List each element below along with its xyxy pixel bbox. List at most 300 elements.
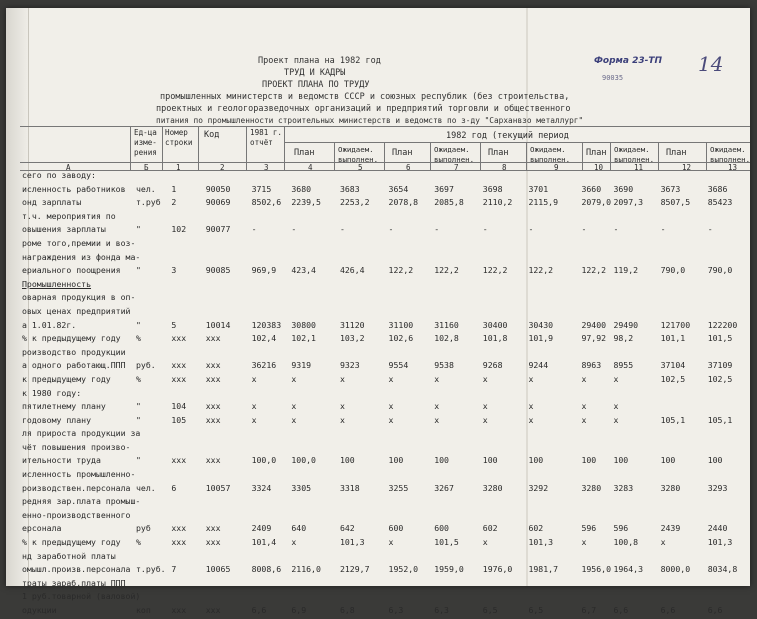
row-value — [481, 170, 527, 184]
col-divider — [198, 126, 199, 170]
row-value — [659, 252, 706, 266]
row-code: xxx — [205, 401, 221, 412]
row-value — [579, 496, 611, 510]
row-value: 8507,5 — [660, 197, 691, 208]
row-value — [706, 496, 750, 510]
row-value: 3683 — [339, 183, 360, 194]
row-value: 2097,3 — [613, 197, 644, 208]
row-code: 90050 — [205, 183, 231, 194]
row-value — [611, 252, 658, 266]
col-header-expected: Ожидаем. выполнен. — [614, 145, 655, 164]
row-value: 100 — [339, 455, 355, 466]
row-unit: руб — [136, 523, 151, 534]
column-number: 13 — [728, 163, 738, 172]
col-header-plan: План — [294, 148, 315, 158]
row-value: 30400 — [482, 319, 508, 330]
row-value: 6,6 — [613, 605, 629, 615]
row-unit — [134, 510, 169, 524]
row-value: 3280 — [482, 482, 503, 493]
col-header-plan: План — [666, 148, 687, 158]
row-value: x — [339, 373, 345, 384]
table-row — [20, 605, 750, 619]
row-value: 101,3 — [707, 537, 733, 548]
row-value: 122,2 — [581, 265, 607, 276]
row-number: xxx — [171, 333, 187, 344]
row-value — [289, 496, 338, 510]
table-row — [20, 523, 750, 537]
row-value — [706, 401, 750, 415]
row-value — [387, 469, 433, 483]
row-value: - — [388, 224, 394, 235]
row-value — [289, 388, 338, 402]
row-value: x — [291, 537, 297, 548]
row-label: одукции — [22, 605, 57, 615]
col-divider — [334, 142, 335, 170]
row-value — [706, 551, 750, 565]
row-value — [526, 388, 579, 402]
row-value — [579, 170, 611, 184]
row-value — [432, 211, 481, 225]
row-value — [289, 578, 338, 592]
row-number — [169, 578, 203, 592]
row-value: 3324 — [251, 482, 272, 493]
row-value — [611, 292, 658, 306]
row-value — [579, 238, 611, 252]
row-value: 2110,2 — [482, 197, 513, 208]
row-value: x — [434, 401, 440, 412]
row-value: 37104 — [660, 360, 686, 371]
row-value — [659, 469, 706, 483]
row-value — [250, 591, 290, 605]
column-number: 7 — [454, 163, 459, 172]
row-label: 1 руб.товарной (валовой) — [22, 591, 141, 602]
col-divider — [480, 142, 481, 170]
column-number: 10 — [594, 163, 604, 172]
table-row — [20, 292, 750, 306]
row-value: x — [434, 414, 440, 425]
row-number — [169, 442, 203, 456]
row-number: 5 — [171, 319, 177, 330]
row-unit — [134, 279, 169, 293]
row-number: xxx — [171, 523, 187, 534]
row-label: овых ценах предприятий — [22, 305, 131, 316]
row-value — [338, 496, 387, 510]
row-label: к 1980 году: — [22, 387, 82, 398]
row-value — [659, 496, 706, 510]
row-value: 9554 — [388, 360, 409, 371]
row-value — [481, 510, 527, 524]
col-header-expected: Ожидаем. выполнен. — [434, 145, 475, 164]
row-label: % к предыдущему году — [22, 537, 121, 548]
row-unit — [134, 238, 169, 252]
row-unit — [134, 292, 169, 306]
row-value — [289, 442, 338, 456]
table-row — [20, 252, 750, 266]
row-code: xxx — [205, 373, 221, 384]
row-value: 29400 — [581, 319, 607, 330]
form-stamp-code: 90035 — [602, 74, 624, 82]
row-value — [611, 469, 658, 483]
row-value: - — [434, 224, 440, 235]
row-value — [611, 347, 658, 361]
table-row — [20, 428, 750, 442]
row-value — [659, 578, 706, 592]
col-divider — [284, 126, 285, 170]
row-value — [481, 306, 527, 320]
table-row — [20, 320, 750, 334]
row-number: 2 — [171, 197, 177, 208]
row-value: 121700 — [660, 319, 691, 330]
row-value: 6,6 — [707, 605, 723, 615]
row-value — [338, 347, 387, 361]
row-code: xxx — [205, 455, 221, 466]
title-line-3: ПРОЕКТ ПЛАНА ПО ТРУДУ — [262, 80, 370, 90]
row-value: x — [291, 373, 297, 384]
row-value — [387, 388, 433, 402]
row-number: 3 — [171, 265, 177, 276]
row-value — [250, 442, 290, 456]
row-label: чёт повышения произво- — [22, 441, 131, 452]
row-value — [611, 551, 658, 565]
row-value — [481, 428, 527, 442]
col-header-row-no: Номер строки — [165, 128, 193, 147]
row-value — [432, 469, 481, 483]
row-value: x — [613, 414, 619, 425]
table-row — [20, 333, 750, 347]
row-code: 90069 — [205, 197, 231, 208]
row-code — [204, 306, 250, 320]
row-value: 100,0 — [291, 455, 316, 466]
row-value: 969,9 — [251, 265, 277, 276]
row-value — [481, 578, 527, 592]
row-number: 1 — [171, 183, 177, 194]
row-value: 1976,0 — [482, 564, 513, 575]
row-value: x — [482, 401, 488, 412]
row-value: 1964,3 — [613, 564, 644, 575]
row-value: 6,9 — [291, 605, 307, 615]
row-value — [526, 496, 579, 510]
col-header-plan: План — [488, 148, 509, 158]
col-divider — [610, 142, 611, 170]
row-value — [579, 578, 611, 592]
table-row — [20, 591, 750, 605]
table-row — [20, 170, 750, 184]
table-row — [20, 415, 750, 429]
col-header-unit: Ед-ца изме-рения — [134, 128, 157, 157]
row-value: 3673 — [660, 183, 681, 194]
row-value — [289, 347, 338, 361]
row-value — [387, 211, 433, 225]
row-value: x — [528, 401, 534, 412]
row-value — [387, 510, 433, 524]
row-value: 2115,9 — [528, 197, 559, 208]
row-value: 423,4 — [291, 265, 316, 276]
row-value — [289, 292, 338, 306]
row-number — [169, 347, 203, 361]
row-label: сего по заводу: — [22, 170, 96, 180]
row-value: 596 — [613, 523, 629, 534]
row-value — [289, 211, 338, 225]
row-code — [204, 510, 250, 524]
row-value: 602 — [482, 523, 498, 534]
row-label: пятилетнему плану — [22, 401, 106, 412]
row-value — [250, 578, 290, 592]
row-value — [526, 306, 579, 320]
row-number — [169, 170, 203, 184]
row-value: 6,6 — [660, 605, 676, 615]
row-number — [169, 591, 203, 605]
row-value — [387, 252, 433, 266]
row-value — [338, 442, 387, 456]
row-label: онд зарплаты — [22, 197, 82, 208]
table-row — [20, 224, 750, 238]
row-value: - — [613, 224, 619, 235]
row-number: xxx — [171, 455, 187, 466]
row-value: 6,5 — [528, 605, 544, 615]
table-row — [20, 347, 750, 361]
row-value: 3697 — [434, 183, 454, 194]
row-value — [706, 578, 750, 592]
row-value: x — [251, 401, 257, 412]
row-value — [289, 591, 338, 605]
row-value: 101,5 — [434, 537, 459, 548]
col-divider — [246, 126, 247, 170]
row-label: ерсонала — [22, 523, 62, 534]
row-value — [481, 551, 527, 565]
row-value: 37109 — [707, 360, 733, 371]
row-value: 100 — [482, 455, 498, 466]
row-value: x — [581, 537, 587, 548]
row-value — [706, 510, 750, 524]
row-value — [526, 347, 579, 361]
row-value: 2239,5 — [291, 197, 321, 208]
row-value — [289, 238, 338, 252]
row-value: x — [613, 373, 619, 384]
row-number: 105 — [171, 414, 187, 425]
row-number — [169, 388, 203, 402]
title-line-6: питания по промышленности строительных министерств и ведомств по з-ду "Сарханвзо металлург" — [156, 116, 584, 125]
row-value — [481, 347, 527, 361]
row-value — [526, 510, 579, 524]
row-unit: " — [136, 265, 141, 276]
row-value: 6,8 — [339, 605, 355, 615]
row-value: 31100 — [388, 319, 414, 330]
table-row — [20, 374, 750, 388]
row-value: 85423 — [707, 197, 733, 208]
row-value — [387, 591, 433, 605]
row-value — [338, 469, 387, 483]
row-value: 9538 — [434, 360, 454, 371]
row-code — [204, 469, 250, 483]
col-header-plan: План — [586, 148, 607, 158]
row-value — [659, 292, 706, 306]
row-unit — [134, 347, 169, 361]
row-value: 6,6 — [251, 605, 267, 615]
row-number: xxx — [171, 360, 187, 371]
col-header-1981: 1981 г. отчёт — [250, 128, 283, 147]
row-value: 1952,0 — [388, 564, 419, 575]
row-value — [706, 388, 750, 402]
row-label: роизводствен.персонала — [22, 482, 131, 493]
row-code: 10065 — [205, 564, 231, 575]
row-value — [481, 238, 527, 252]
row-value: 100 — [613, 455, 629, 466]
row-value: x — [581, 373, 587, 384]
row-value: 101,3 — [528, 537, 554, 548]
row-value — [250, 428, 290, 442]
row-value — [526, 252, 579, 266]
row-value — [659, 238, 706, 252]
row-code: xxx — [205, 333, 221, 344]
row-value — [579, 347, 611, 361]
row-value — [250, 279, 290, 293]
col-divider — [582, 142, 583, 170]
table-row — [20, 211, 750, 225]
row-value: 97,92 — [581, 333, 607, 344]
row-unit — [134, 170, 169, 184]
row-value — [579, 551, 611, 565]
row-value — [387, 292, 433, 306]
row-label: к предыдущему году — [22, 373, 111, 384]
row-value: x — [388, 401, 394, 412]
row-unit: % — [136, 333, 141, 344]
row-value — [387, 551, 433, 565]
row-value — [250, 292, 290, 306]
row-value: 2253,2 — [339, 197, 370, 208]
row-code: 10057 — [205, 482, 231, 493]
row-value — [432, 306, 481, 320]
row-number — [169, 551, 203, 565]
row-value: 642 — [339, 523, 355, 534]
row-value — [579, 510, 611, 524]
row-value — [579, 306, 611, 320]
table-row — [20, 279, 750, 293]
row-value: x — [528, 414, 534, 425]
row-value — [250, 551, 290, 565]
row-value: x — [291, 414, 297, 425]
row-value — [481, 388, 527, 402]
row-value — [387, 496, 433, 510]
row-unit: чел. — [136, 482, 156, 493]
row-value — [338, 306, 387, 320]
row-value: 119,2 — [613, 265, 639, 276]
row-value — [338, 279, 387, 293]
row-value: 3255 — [388, 482, 409, 493]
row-unit: руб. — [136, 360, 156, 371]
row-value: 122,2 — [528, 265, 554, 276]
row-code: 90085 — [205, 265, 231, 276]
row-label: роизводство продукции — [22, 346, 126, 357]
row-value: 102,4 — [251, 333, 277, 344]
row-value: x — [388, 537, 394, 548]
row-value — [706, 252, 750, 266]
row-value — [579, 442, 611, 456]
row-value — [338, 428, 387, 442]
row-code — [204, 428, 250, 442]
table-row — [20, 360, 750, 374]
row-value — [289, 279, 338, 293]
row-value: x — [339, 414, 345, 425]
row-code: xxx — [205, 605, 221, 615]
row-code — [204, 252, 250, 266]
row-label: овышения зарплаты — [22, 224, 106, 235]
row-value — [481, 496, 527, 510]
row-value: 600 — [388, 523, 404, 534]
row-value: 30430 — [528, 319, 554, 330]
row-value — [611, 496, 658, 510]
table-row — [20, 578, 750, 592]
row-value — [659, 306, 706, 320]
row-value — [250, 469, 290, 483]
row-value — [611, 211, 658, 225]
row-value — [579, 469, 611, 483]
row-label: ительности труда — [22, 455, 101, 466]
row-value: 100 — [660, 455, 676, 466]
row-number: 7 — [171, 564, 177, 575]
row-value — [289, 170, 338, 184]
row-value — [611, 510, 658, 524]
row-value: 102,1 — [291, 333, 316, 344]
row-value: 600 — [434, 523, 449, 534]
row-value: 31160 — [434, 319, 459, 330]
row-unit: " — [136, 414, 141, 425]
row-code — [204, 496, 250, 510]
row-value: 3715 — [251, 183, 272, 194]
row-value — [706, 442, 750, 456]
row-unit: т.руб. — [136, 564, 166, 575]
row-value — [706, 211, 750, 225]
table-row — [20, 469, 750, 483]
row-value — [526, 428, 579, 442]
row-value — [338, 551, 387, 565]
row-number — [169, 238, 203, 252]
row-value — [481, 469, 527, 483]
row-code — [204, 591, 250, 605]
row-value: 100,8 — [613, 537, 639, 548]
column-number: 2 — [220, 163, 225, 172]
row-number: 102 — [171, 224, 187, 235]
row-label: награждения из фонда ма- — [22, 251, 141, 262]
row-value — [611, 428, 658, 442]
row-value: 8502,6 — [251, 197, 282, 208]
row-value: 1981,7 — [528, 564, 559, 575]
row-label: исленность промышленно- — [22, 469, 136, 480]
row-value: x — [581, 401, 587, 412]
row-value: x — [434, 373, 440, 384]
row-value: 105,1 — [707, 414, 733, 425]
row-value: 2078,8 — [388, 197, 419, 208]
table-row — [20, 388, 750, 402]
row-value: 8034,8 — [707, 564, 738, 575]
row-value — [579, 292, 611, 306]
row-label: % к предыдущему году — [22, 333, 121, 344]
row-value — [432, 496, 481, 510]
row-value — [338, 252, 387, 266]
row-unit: " — [136, 319, 141, 330]
title-line-5: проектных и геологоразведочных организаций и предприятий торговли и общественного — [156, 104, 571, 114]
row-value: 29490 — [613, 319, 639, 330]
row-value: - — [707, 224, 713, 235]
row-value — [387, 238, 433, 252]
row-value — [706, 428, 750, 442]
title-line-1: Проект плана на 1982 год — [258, 56, 381, 66]
row-value — [289, 252, 338, 266]
row-label: а 1.01.82г. — [22, 319, 77, 330]
row-code — [204, 442, 250, 456]
row-label: нд заработной платы — [22, 550, 116, 561]
row-value: 101,9 — [528, 333, 554, 344]
row-value — [579, 388, 611, 402]
